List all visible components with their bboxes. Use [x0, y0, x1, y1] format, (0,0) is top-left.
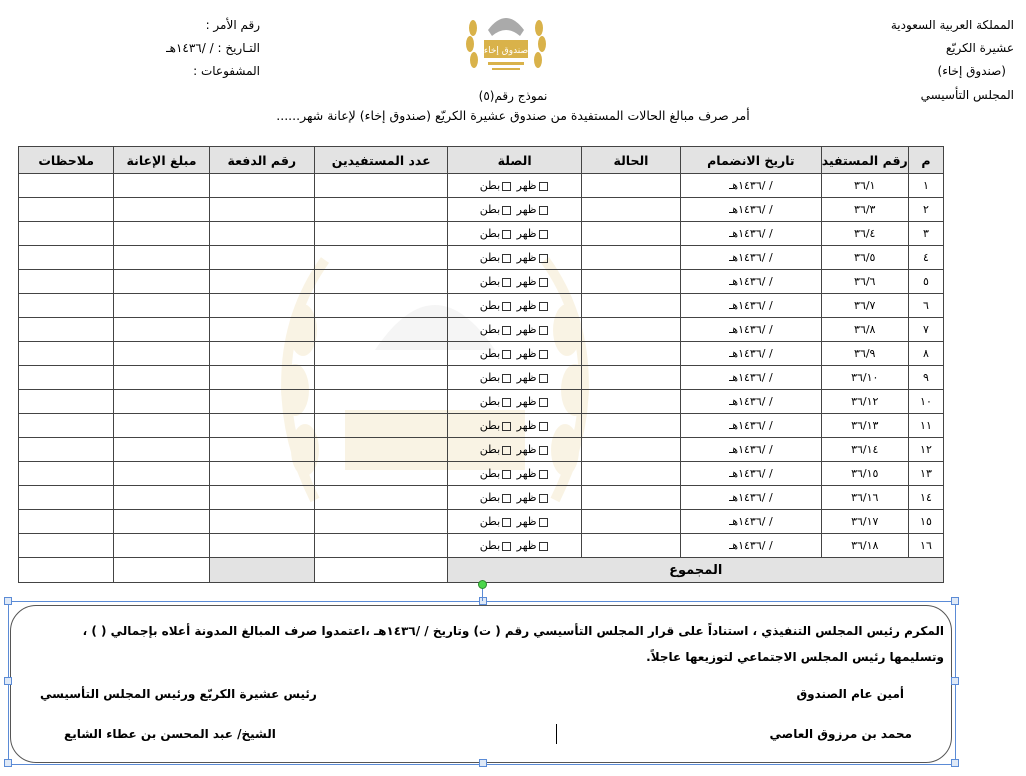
- cell-join-date[interactable]: / /١٤٣٦هـ: [681, 342, 821, 366]
- cell-beneficiary-count[interactable]: [315, 198, 448, 222]
- cell-beneficiary-id[interactable]: ٣٦/١: [821, 174, 908, 198]
- relation-option-belly: بطن: [479, 443, 501, 456]
- header-col-status: الحالة: [581, 147, 680, 174]
- table-row: [19, 294, 944, 318]
- cell-beneficiary-id[interactable]: ٣٦/٧: [821, 294, 908, 318]
- text-cursor: [556, 724, 557, 744]
- relation-option-belly: بطن: [479, 203, 501, 216]
- resize-handle-mr[interactable]: [951, 677, 959, 685]
- relation-option-back: ظهر: [516, 299, 537, 312]
- checkbox-belly[interactable]: [502, 326, 511, 335]
- cell-status[interactable]: [581, 174, 680, 198]
- cell-beneficiary-id[interactable]: ٣٦/١٨: [821, 534, 908, 558]
- checkbox-belly[interactable]: [502, 278, 511, 287]
- checkbox-back[interactable]: [539, 398, 548, 407]
- cell-notes[interactable]: [19, 342, 114, 366]
- checkbox-belly[interactable]: [502, 446, 511, 455]
- cell-notes[interactable]: [19, 318, 114, 342]
- checkbox-back[interactable]: [539, 278, 548, 287]
- cell-relation[interactable]: [448, 462, 581, 486]
- checkbox-back[interactable]: [539, 518, 548, 527]
- cell-notes[interactable]: [19, 222, 114, 246]
- chairman-name: الشيخ/ عبد المحسن بن عطاء الشايع: [64, 727, 276, 741]
- date-label: التـاريخ : / /١٤٣٦هـ: [166, 41, 260, 55]
- cell-status[interactable]: [581, 246, 680, 270]
- cell-relation[interactable]: [448, 270, 581, 294]
- cell-payment-no[interactable]: [209, 414, 314, 438]
- checkbox-back[interactable]: [539, 374, 548, 383]
- approval-text-line2: وتسليمها رئيس المجلس الاجتماعي لتوزيعها عاجلاً.: [646, 650, 944, 664]
- checkbox-belly[interactable]: [502, 374, 511, 383]
- cell-aid-amount[interactable]: [114, 270, 209, 294]
- cell-beneficiary-id[interactable]: ٣٦/١٤: [821, 438, 908, 462]
- checkbox-back[interactable]: [539, 446, 548, 455]
- cell-relation[interactable]: [448, 222, 581, 246]
- cell-index[interactable]: ١٠: [908, 390, 943, 414]
- table-header-row: [19, 147, 944, 174]
- cell-payment-no[interactable]: [209, 534, 314, 558]
- relation-option-back: ظهر: [516, 227, 537, 240]
- checkbox-back[interactable]: [539, 302, 548, 311]
- cell-status[interactable]: [581, 510, 680, 534]
- cell-relation[interactable]: [448, 366, 581, 390]
- cell-payment-no[interactable]: [209, 438, 314, 462]
- cell-beneficiary-id[interactable]: ٣٦/١٢: [821, 390, 908, 414]
- relation-option-back: ظهر: [516, 179, 537, 192]
- relation-option-belly: بطن: [479, 227, 501, 240]
- checkbox-belly[interactable]: [502, 518, 511, 527]
- relation-option-back: ظهر: [516, 203, 537, 216]
- cell-index[interactable]: ٥: [908, 270, 943, 294]
- relation-option-back: ظهر: [516, 251, 537, 264]
- cell-notes[interactable]: [19, 486, 114, 510]
- checkbox-belly[interactable]: [502, 230, 511, 239]
- cell-notes[interactable]: [19, 462, 114, 486]
- rotate-handle-stem: [482, 588, 483, 601]
- cell-beneficiary-id[interactable]: ٣٦/١٠: [821, 366, 908, 390]
- checkbox-back[interactable]: [539, 254, 548, 263]
- cell-aid-amount[interactable]: [114, 246, 209, 270]
- cell-status[interactable]: [581, 414, 680, 438]
- checkbox-belly[interactable]: [502, 398, 511, 407]
- cell-status[interactable]: [581, 390, 680, 414]
- checkbox-back[interactable]: [539, 470, 548, 479]
- resize-handle-ml[interactable]: [4, 677, 12, 685]
- table-row: [19, 510, 944, 534]
- header-col-payment-no: رقم الدفعة: [209, 147, 314, 174]
- cell-beneficiary-count[interactable]: [315, 294, 448, 318]
- cell-payment-no[interactable]: [209, 342, 314, 366]
- cell-aid-amount[interactable]: [114, 438, 209, 462]
- cell-beneficiary-count[interactable]: [315, 486, 448, 510]
- cell-aid-amount[interactable]: [114, 174, 209, 198]
- treasurer-title: أمين عام الصندوق: [796, 687, 904, 701]
- cell-status[interactable]: [581, 270, 680, 294]
- disbursement-table: [18, 146, 944, 583]
- cell-beneficiary-id[interactable]: ٣٦/٨: [821, 318, 908, 342]
- cell-relation[interactable]: [448, 486, 581, 510]
- cell-notes[interactable]: [19, 270, 114, 294]
- cell-beneficiary-count[interactable]: [315, 222, 448, 246]
- cell-status[interactable]: [581, 366, 680, 390]
- cell-notes[interactable]: [19, 534, 114, 558]
- total-beneficiary-count[interactable]: [315, 558, 448, 583]
- table-row: [19, 270, 944, 294]
- cell-join-date[interactable]: / /١٤٣٦هـ: [681, 174, 821, 198]
- cell-join-date[interactable]: / /١٤٣٦هـ: [681, 246, 821, 270]
- cell-beneficiary-count[interactable]: [315, 342, 448, 366]
- table-row: [19, 414, 944, 438]
- cell-relation[interactable]: [448, 198, 581, 222]
- cell-notes[interactable]: [19, 390, 114, 414]
- cell-status[interactable]: [581, 294, 680, 318]
- cell-status[interactable]: [581, 462, 680, 486]
- relation-option-back: ظهر: [516, 395, 537, 408]
- cell-aid-amount[interactable]: [114, 342, 209, 366]
- relation-option-back: ظهر: [516, 371, 537, 384]
- cell-relation[interactable]: [448, 414, 581, 438]
- cell-index[interactable]: ٧: [908, 318, 943, 342]
- cell-beneficiary-count[interactable]: [315, 270, 448, 294]
- cell-payment-no[interactable]: [209, 390, 314, 414]
- attachments-label: المشفوعات :: [193, 64, 260, 78]
- checkbox-belly[interactable]: [502, 470, 511, 479]
- relation-option-belly: بطن: [479, 323, 501, 336]
- relation-option-back: ظهر: [516, 491, 537, 504]
- resize-handle-tr[interactable]: [951, 597, 959, 605]
- resize-handle-tl[interactable]: [4, 597, 12, 605]
- page-title: أمر صرف مبالغ الحالات المستفيدة من صندوق عشيرة الكريّع (صندوق إخاء) لإعانة شهر......: [276, 108, 750, 123]
- relation-option-back: ظهر: [516, 515, 537, 528]
- cell-payment-no[interactable]: [209, 486, 314, 510]
- cell-aid-amount[interactable]: [114, 390, 209, 414]
- table-row: [19, 342, 944, 366]
- cell-payment-no[interactable]: [209, 270, 314, 294]
- cell-aid-amount[interactable]: [114, 222, 209, 246]
- checkbox-back[interactable]: [539, 326, 548, 335]
- cell-beneficiary-id[interactable]: ٣٦/١٣: [821, 414, 908, 438]
- cell-index[interactable]: ٢: [908, 198, 943, 222]
- cell-beneficiary-count[interactable]: [315, 510, 448, 534]
- cell-join-date[interactable]: / /١٤٣٦هـ: [681, 414, 821, 438]
- cell-index[interactable]: ١١: [908, 414, 943, 438]
- cell-relation[interactable]: [448, 510, 581, 534]
- form-number: نموذج رقم(٥): [478, 89, 548, 103]
- table-row: [19, 366, 944, 390]
- checkbox-belly[interactable]: [502, 182, 511, 191]
- header-col-beneficiary-id: رقم المستفيد: [821, 147, 908, 174]
- table-row: [19, 222, 944, 246]
- cell-aid-amount[interactable]: [114, 534, 209, 558]
- resize-handle-tc[interactable]: [479, 597, 487, 605]
- cell-beneficiary-id[interactable]: ٣٦/٩: [821, 342, 908, 366]
- relation-option-back: ظهر: [516, 323, 537, 336]
- cell-aid-amount[interactable]: [114, 366, 209, 390]
- cell-notes[interactable]: [19, 174, 114, 198]
- cell-status[interactable]: [581, 222, 680, 246]
- cell-relation[interactable]: [448, 318, 581, 342]
- cell-notes[interactable]: [19, 438, 114, 462]
- checkbox-belly[interactable]: [502, 302, 511, 311]
- cell-beneficiary-count[interactable]: [315, 246, 448, 270]
- checkbox-belly[interactable]: [502, 542, 511, 551]
- cell-payment-no[interactable]: [209, 246, 314, 270]
- cell-join-date[interactable]: / /١٤٣٦هـ: [681, 318, 821, 342]
- cell-beneficiary-count[interactable]: [315, 390, 448, 414]
- checkbox-belly[interactable]: [502, 494, 511, 503]
- cell-relation[interactable]: [448, 534, 581, 558]
- relation-option-belly: بطن: [479, 515, 501, 528]
- cell-notes[interactable]: [19, 414, 114, 438]
- relation-option-belly: بطن: [479, 299, 501, 312]
- relation-option-belly: بطن: [479, 275, 501, 288]
- cell-notes[interactable]: [19, 510, 114, 534]
- cell-index[interactable]: ٦: [908, 294, 943, 318]
- cell-payment-no[interactable]: [209, 462, 314, 486]
- relation-option-back: ظهر: [516, 443, 537, 456]
- rotate-handle[interactable]: [478, 580, 487, 589]
- cell-beneficiary-count[interactable]: [315, 462, 448, 486]
- cell-join-date[interactable]: / /١٤٣٦هـ: [681, 462, 821, 486]
- table-row: [19, 534, 944, 558]
- cell-aid-amount[interactable]: [114, 198, 209, 222]
- cell-join-date[interactable]: / /١٤٣٦هـ: [681, 438, 821, 462]
- resize-handle-bl[interactable]: [4, 759, 12, 767]
- treasurer-name: محمد بن مرزوق العاصي: [769, 727, 912, 741]
- cell-aid-amount[interactable]: [114, 486, 209, 510]
- cell-beneficiary-id[interactable]: ٣٦/١٧: [821, 510, 908, 534]
- relation-option-belly: بطن: [479, 467, 501, 480]
- cell-index[interactable]: ١٢: [908, 438, 943, 462]
- cell-index[interactable]: ٨: [908, 342, 943, 366]
- checkbox-back[interactable]: [539, 542, 548, 551]
- cell-beneficiary-count[interactable]: [315, 174, 448, 198]
- cell-join-date[interactable]: / /١٤٣٦هـ: [681, 294, 821, 318]
- cell-aid-amount[interactable]: [114, 318, 209, 342]
- relation-option-belly: بطن: [479, 347, 501, 360]
- approval-text-line1: المكرم رئيس المجلس التنفيذي ، استناداً على قرار المجلس التأسيسي رقم ( ت) وتاريخ / /١٤٣٦هـ ،اعتمدوا صرف المبالغ المدونة أعلاه بإجمالي ( ) ،: [82, 624, 944, 638]
- table-row: [19, 174, 944, 198]
- cell-index[interactable]: ١٥: [908, 510, 943, 534]
- table-row: [19, 462, 944, 486]
- cell-relation[interactable]: [448, 294, 581, 318]
- total-notes[interactable]: [19, 558, 114, 583]
- cell-aid-amount[interactable]: [114, 462, 209, 486]
- cell-index[interactable]: ١٤: [908, 486, 943, 510]
- cell-notes[interactable]: [19, 366, 114, 390]
- cell-index[interactable]: ٩: [908, 366, 943, 390]
- cell-beneficiary-id[interactable]: ٣٦/٦: [821, 270, 908, 294]
- cell-notes[interactable]: [19, 294, 114, 318]
- cell-aid-amount[interactable]: [114, 510, 209, 534]
- cell-beneficiary-id[interactable]: ٣٦/١٦: [821, 486, 908, 510]
- cell-payment-no[interactable]: [209, 366, 314, 390]
- cell-payment-no[interactable]: [209, 510, 314, 534]
- cell-index[interactable]: ٤: [908, 246, 943, 270]
- relation-option-back: ظهر: [516, 347, 537, 360]
- cell-join-date[interactable]: / /١٤٣٦هـ: [681, 198, 821, 222]
- table-row: [19, 486, 944, 510]
- cell-notes[interactable]: [19, 246, 114, 270]
- cell-join-date[interactable]: / /١٤٣٦هـ: [681, 222, 821, 246]
- cell-beneficiary-count[interactable]: [315, 318, 448, 342]
- cell-aid-amount[interactable]: [114, 294, 209, 318]
- table-row: [19, 390, 944, 414]
- cell-join-date[interactable]: / /١٤٣٦هـ: [681, 534, 821, 558]
- relation-option-belly: بطن: [479, 371, 501, 384]
- cell-notes[interactable]: [19, 198, 114, 222]
- checkbox-back[interactable]: [539, 230, 548, 239]
- cell-beneficiary-id[interactable]: ٣٦/١٥: [821, 462, 908, 486]
- chairman-title: رئيس عشيرة الكريّع ورئيس المجلس التأسيسي: [40, 687, 317, 701]
- header-col-notes: ملاحظات: [19, 147, 114, 174]
- checkbox-belly[interactable]: [502, 422, 511, 431]
- council-name: المجلس التأسيسي: [920, 88, 1014, 102]
- relation-option-back: ظهر: [516, 419, 537, 432]
- header-col-beneficiary-count: عدد المستفيدين: [315, 147, 448, 174]
- relation-option-belly: بطن: [479, 539, 501, 552]
- cell-status[interactable]: [581, 198, 680, 222]
- resize-handle-bc[interactable]: [479, 759, 487, 767]
- relation-option-belly: بطن: [479, 491, 501, 504]
- cell-join-date[interactable]: / /١٤٣٦هـ: [681, 510, 821, 534]
- checkbox-back[interactable]: [539, 182, 548, 191]
- cell-status[interactable]: [581, 438, 680, 462]
- checkbox-belly[interactable]: [502, 350, 511, 359]
- cell-beneficiary-count[interactable]: [315, 438, 448, 462]
- cell-status[interactable]: [581, 486, 680, 510]
- cell-payment-no[interactable]: [209, 174, 314, 198]
- total-row: [19, 558, 944, 583]
- table-row: [19, 198, 944, 222]
- cell-beneficiary-count[interactable]: [315, 414, 448, 438]
- fund-logo-icon: [460, 2, 552, 84]
- cell-status[interactable]: [581, 534, 680, 558]
- relation-option-back: ظهر: [516, 539, 537, 552]
- checkbox-back[interactable]: [539, 206, 548, 215]
- cell-payment-no[interactable]: [209, 318, 314, 342]
- total-aid-amount[interactable]: [114, 558, 209, 583]
- table-row: [19, 438, 944, 462]
- relation-option-belly: بطن: [479, 179, 501, 192]
- cell-index[interactable]: ١: [908, 174, 943, 198]
- cell-status[interactable]: [581, 342, 680, 366]
- relation-option-belly: بطن: [479, 251, 501, 264]
- relation-option-belly: بطن: [479, 419, 501, 432]
- header-col-relation: الصلة: [448, 147, 581, 174]
- cell-beneficiary-count[interactable]: [315, 366, 448, 390]
- cell-beneficiary-id[interactable]: ٣٦/٥: [821, 246, 908, 270]
- cell-beneficiary-id[interactable]: ٣٦/٣: [821, 198, 908, 222]
- cell-join-date[interactable]: / /١٤٣٦هـ: [681, 486, 821, 510]
- cell-join-date[interactable]: / /١٤٣٦هـ: [681, 390, 821, 414]
- checkbox-back[interactable]: [539, 422, 548, 431]
- cell-index[interactable]: ٣: [908, 222, 943, 246]
- header-col-aid-amount: مبلغ الإعانة: [114, 147, 209, 174]
- cell-relation[interactable]: [448, 174, 581, 198]
- order-number-label: رقم الأمر :: [205, 18, 260, 32]
- tribe-name: عشيرة الكريّع: [945, 41, 1014, 55]
- cell-beneficiary-id[interactable]: ٣٦/٤: [821, 222, 908, 246]
- header-col-join-date: تاريخ الانضمام: [681, 147, 821, 174]
- cell-relation[interactable]: [448, 390, 581, 414]
- checkbox-back[interactable]: [539, 350, 548, 359]
- fund-name: (صندوق إخاء): [937, 64, 1006, 78]
- cell-index[interactable]: ١٣: [908, 462, 943, 486]
- cell-aid-amount[interactable]: [114, 414, 209, 438]
- table-row: [19, 246, 944, 270]
- relation-option-back: ظهر: [516, 467, 537, 480]
- resize-handle-br[interactable]: [951, 759, 959, 767]
- relation-option-back: ظهر: [516, 275, 537, 288]
- cell-status[interactable]: [581, 318, 680, 342]
- checkbox-belly[interactable]: [502, 254, 511, 263]
- cell-payment-no[interactable]: [209, 222, 314, 246]
- total-label: المجموع: [448, 558, 944, 583]
- country-name: المملكة العربية السعودية: [890, 18, 1014, 32]
- cell-join-date[interactable]: / /١٤٣٦هـ: [681, 366, 821, 390]
- checkbox-back[interactable]: [539, 494, 548, 503]
- table-row: [19, 318, 944, 342]
- cell-payment-no[interactable]: [209, 198, 314, 222]
- cell-payment-no[interactable]: [209, 294, 314, 318]
- cell-relation[interactable]: [448, 246, 581, 270]
- cell-join-date[interactable]: / /١٤٣٦هـ: [681, 270, 821, 294]
- cell-relation[interactable]: [448, 438, 581, 462]
- cell-beneficiary-count[interactable]: [315, 534, 448, 558]
- relation-option-belly: بطن: [479, 395, 501, 408]
- logo-text: صندوق إخاء: [483, 46, 529, 56]
- cell-index[interactable]: ١٦: [908, 534, 943, 558]
- checkbox-belly[interactable]: [502, 206, 511, 215]
- total-payment-no: [209, 558, 314, 583]
- cell-relation[interactable]: [448, 342, 581, 366]
- header-col-index: م: [908, 147, 943, 174]
